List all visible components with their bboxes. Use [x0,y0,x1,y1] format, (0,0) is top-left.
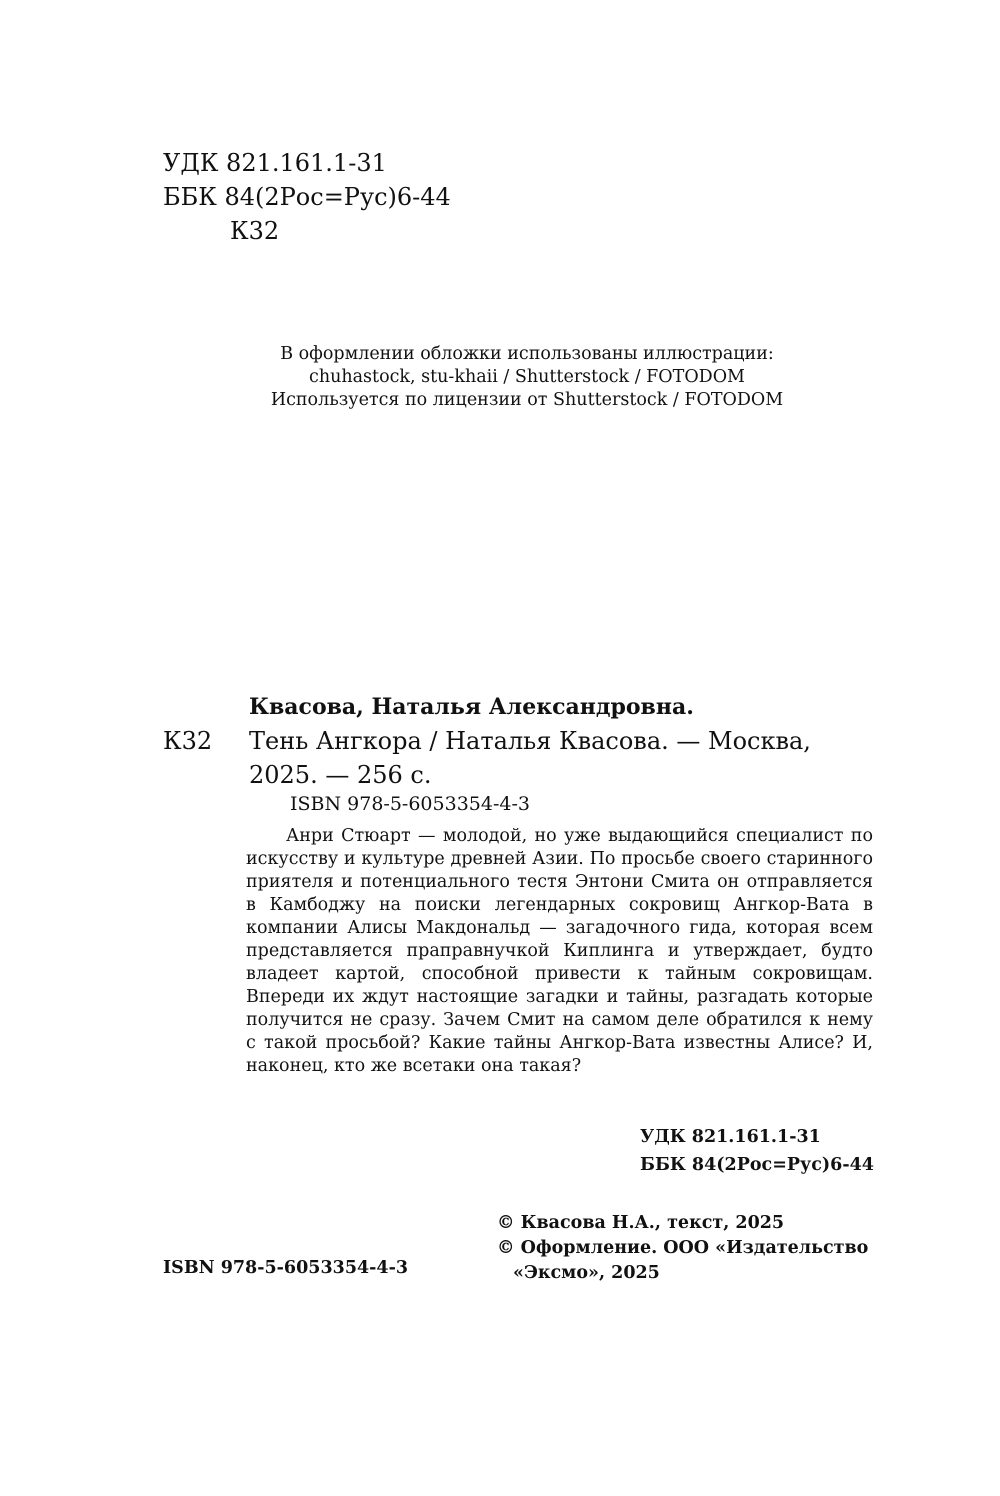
udk-code: УДК 821.161.1-31 [163,149,387,177]
card-udk: УДК 821.161.1-31 [640,1127,821,1147]
credits-line: chuhastock, stu-khaii / Shutterstock / FOTODOM [309,367,745,387]
bbk-code: ББК 84(2Рос=Рус)6-44 [163,183,451,211]
card-author-sign: К32 [163,727,213,755]
cover-credits [0,343,1000,412]
card-bbk: ББК 84(2Рос=Рус)6-44 [640,1155,874,1175]
annotation [246,825,873,1078]
book-imprint-line: 2025. — 256 с. [249,761,432,789]
copyright-block [497,1211,868,1286]
card-classification [640,1123,874,1179]
copyright-line: © Квасова Н.А., текст, 2025 [497,1213,785,1233]
author-name: Квасова, Наталья Александровна. [249,694,694,720]
book-title-line: Тень Ангкора / Наталья Квасова. — Москва, [249,727,811,755]
credits-line: В оформлении обложки использованы иллюстрации: [280,344,774,364]
catalog-card-header [163,690,873,792]
top-classification [163,146,451,248]
isbn-bottom: ISBN 978-5-6053354-4-3 [163,1258,409,1278]
card-isbn: ISBN 978-5-6053354-4-3 [290,793,530,815]
annotation-text: Анри Стюарт — молодой, но уже выдающийся специалист по искусству и культуре древней Азии. По просьбе своего старинного приятеля и потенциального тестя Энтони Смита он отправляется в Камбоджу на поиски легендарных сокровищ Ангкор-Вата в компании Алисы Макдональд — загадочного гида, которая всем представляется праправнучкой Киплинга и утверждает, будто владеет картой, способной привести к тайным сокровищам. Впереди их ждут настоящие загадки и тайны, разгадать которые получится не сразу. Зачем Смит на самом деле обратился к нему с такой просьбой? Какие тайны Ангкор-Вата известны Алисе? И, наконец, кто же всетаки она такая? [246,826,873,1076]
copyright-line: © Оформление. ООО «Издательство [497,1238,869,1258]
author-sign: К32 [230,217,280,245]
credits-line: Используется по лицензии от Shutterstock / FOTODOM [270,390,784,410]
title-row [163,724,873,758]
copyright-line: «Эксмо», 2025 [513,1263,660,1283]
